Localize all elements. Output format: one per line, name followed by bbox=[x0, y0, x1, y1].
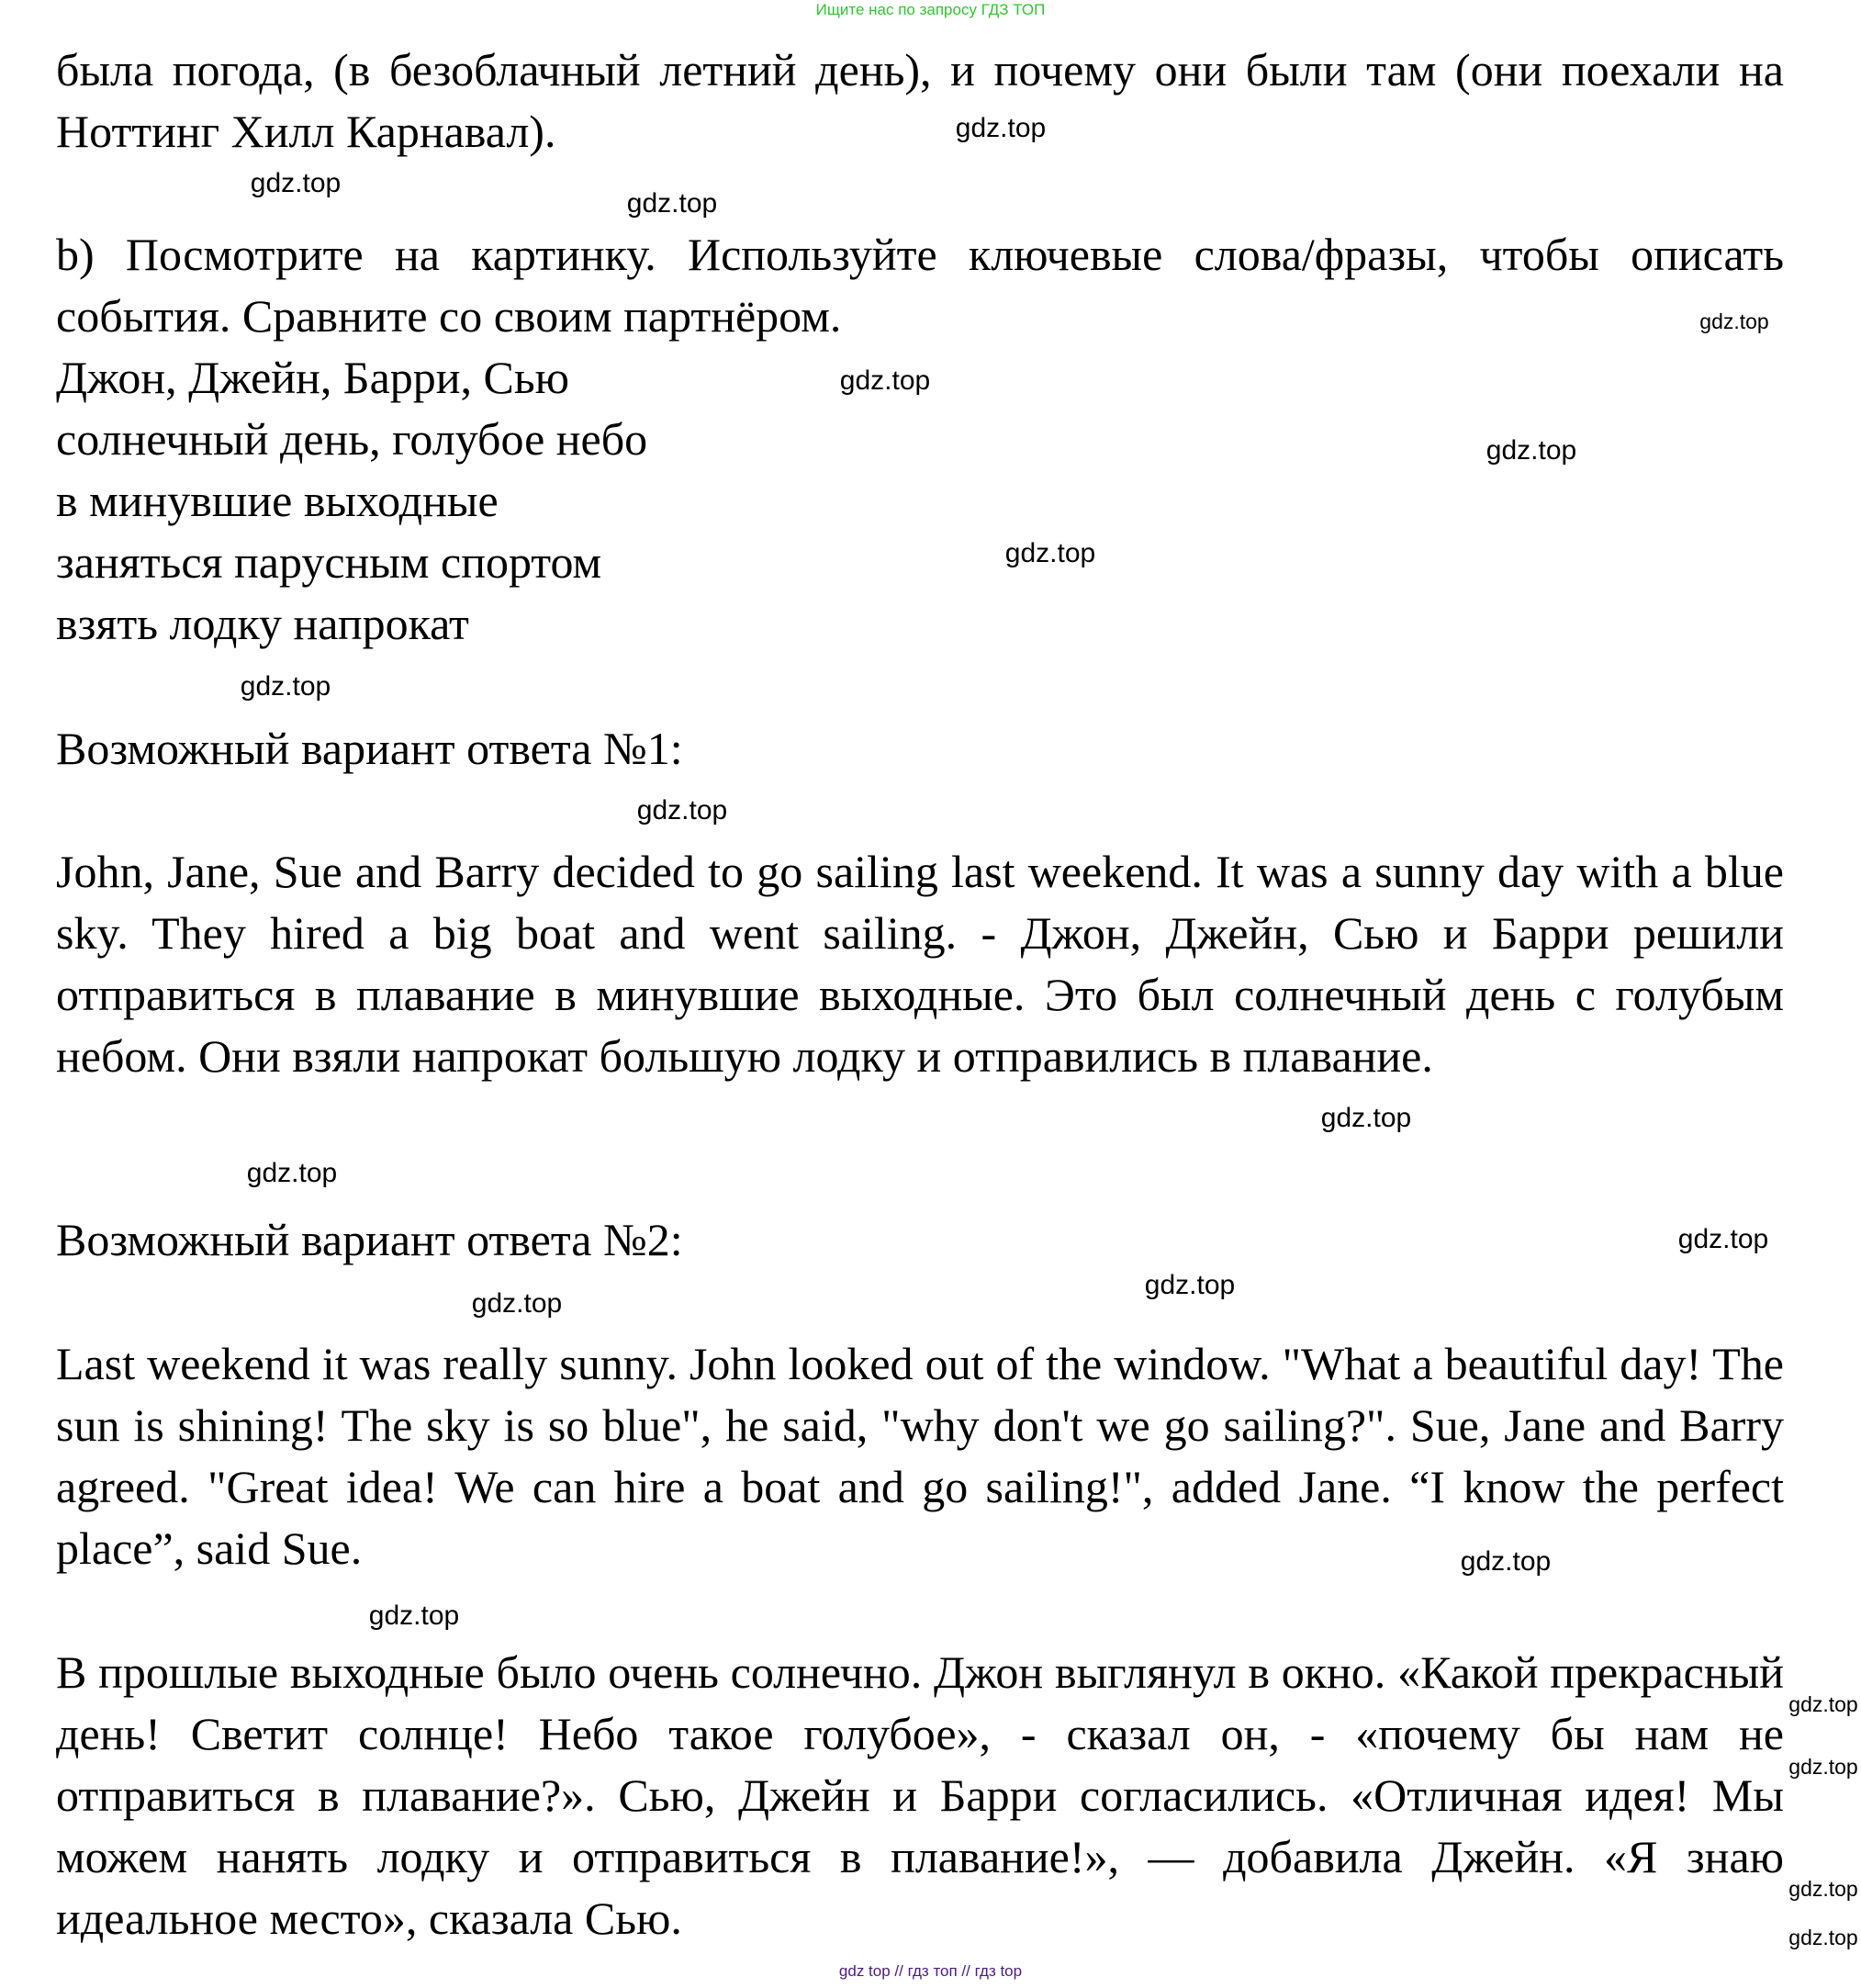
watermark: gdz.top bbox=[1004, 538, 1096, 568]
watermark: gdz.top bbox=[1699, 309, 1769, 333]
keyword-list bbox=[56, 347, 647, 655]
variant2-heading: Возможный вариант ответа №2: bbox=[56, 1214, 683, 1265]
keyword-item: солнечный день, голубое небо bbox=[56, 413, 648, 465]
keyword-item: взять лодку напрокат bbox=[56, 598, 469, 649]
intro-paragraph: была погода, (в безоблачный летний день), и почему они были там (они поехали на Ноттинг Хилл Карнавал). bbox=[56, 44, 1784, 157]
keyword-item: Джон, Джейн, Барри, Сью bbox=[56, 352, 570, 403]
variant1-heading: Возможный вариант ответа №1: bbox=[56, 723, 683, 774]
watermark: gdz.top bbox=[1677, 1224, 1769, 1254]
task-b-instructions: b) Посмотрите на картинку. Используйте ключевые слова/фразы, чтобы описать события. Сравните со своим партнёром. bbox=[56, 229, 1784, 342]
watermark: gdz.top bbox=[1788, 1926, 1858, 1949]
watermark: gdz.top bbox=[250, 168, 342, 198]
variant1-text: John, Jane, Sue and Barry decided to go sailing last weekend. It was a sunny day with a blue sky. They hired a big boat and went sailing. - Джон, Джейн, Сью и Барри решили отправиться в плавание в минувшие выходные. Это был солнечный день с голубым небом. Они взяли напрокат большую лодку и отправились в плавание. bbox=[56, 846, 1784, 1082]
watermark: gdz.top bbox=[1144, 1270, 1236, 1300]
watermark: gdz.top bbox=[471, 1288, 563, 1319]
keyword-item: в минувшие выходные bbox=[56, 475, 499, 526]
keyword-item: заняться парусным спортом bbox=[56, 536, 602, 588]
watermark: gdz.top bbox=[1460, 1546, 1552, 1577]
variant2-russian-text: В прошлые выходные было очень солнечно. Джон выглянул в окно. «Какой прекрасный день! Светит солнце! Небо такое голубое», - сказал он, - «почему бы нам не отправиться в плавание?». Сью, Джейн и Барри согласились. «Отличная идея! Мы можем нанять лодку и отправиться в плавание!», — добавила Джейн. «Я знаю идеальное место», сказала Сью. bbox=[56, 1646, 1784, 1944]
watermark: gdz.top bbox=[1788, 1755, 1858, 1779]
watermark: gdz.top bbox=[246, 1158, 338, 1188]
watermark: gdz.top bbox=[1788, 1877, 1858, 1901]
watermark: gdz.top bbox=[636, 795, 728, 826]
watermark: gdz.top bbox=[955, 113, 1047, 143]
watermark: gdz.top bbox=[1485, 435, 1577, 466]
watermark: gdz.top bbox=[368, 1601, 460, 1631]
footer-links: gdz top // гдз топ // гдз top bbox=[838, 1962, 1023, 1980]
search-hint-banner: Ищите нас по запросу ГДЗ ТОП bbox=[815, 1, 1046, 18]
watermark: gdz.top bbox=[240, 671, 331, 702]
variant2-english-text: Last weekend it was really sunny. John looked out of the window. "What a beautiful day! The sun is shining! The sky is so blue", he said, "why don't we go sailing?". Sue, Jane and Barry agreed. "Great idea! We can hire a boat and go sailing!", added Jane. “I know the perfect place”, said Sue. bbox=[56, 1338, 1784, 1574]
watermark: gdz.top bbox=[839, 365, 931, 396]
watermark: gdz.top bbox=[1788, 1692, 1858, 1716]
watermark: gdz.top bbox=[1320, 1103, 1412, 1133]
watermark: gdz.top bbox=[626, 188, 718, 219]
